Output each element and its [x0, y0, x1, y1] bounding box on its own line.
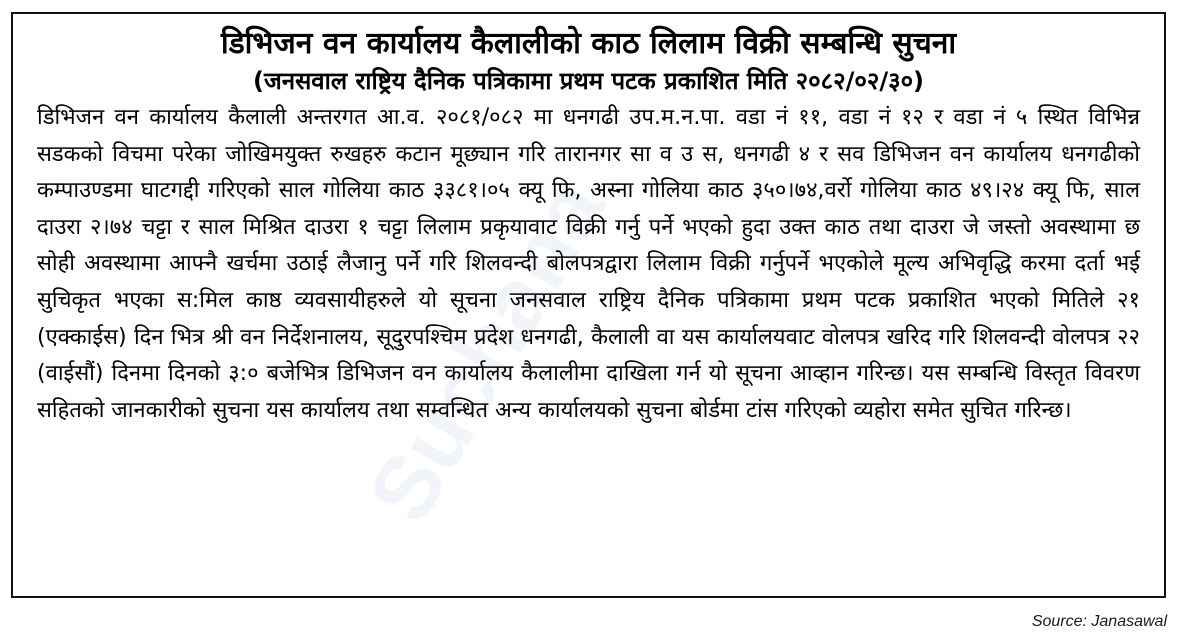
notice-box: [11, 12, 1166, 598]
notice-body: डिभिजन वन कार्यालय कैलाली अन्तरगत आ.व. २०८१/०८२ मा धनगढी उप.म.न.पा. वडा नं ११, वडा नं १२ र वडा नं ५ स्थित विभिन्न सडकको विचमा परेका जोखिमयुक्त रुखहरु कटान मूछ्यान गरि तारानगर सा व उ स, धनगढी ४ र सव डिभिजन वन कार्यालय धनगढीको कम्पाउण्डमा घाटगद्दी गरिएको साल गोलिया काठ ३३८१।०५ क्यू फि, अस्ना गोलिया काठ ३५०।७४,वर्रो गोलिया काठ ४९।२४ क्यू फि, साल दाउरा २।७४ चट्टा र साल मिश्रित दाउरा १ चट्टा लिलाम प्रकृयावाट विक्री गर्नु पर्ने भएको हुदा उक्त काठ तथा दाउरा जे जस्तो अवस्थामा छ सोही अवस्थामा आफ्नै खर्चमा उठाई लैजानु पर्ने गरि शिलवन्दी बोलपत्रद्वारा लिलाम विक्री गर्नुपर्ने भएकोले मूल्य अभिवृद्धि करमा दर्ता भई सुचिकृत भएका स:मिल काष्ठ व्यवसायीहरुले यो सूचना जनसवाल राष्ट्रिय दैनिक पत्रिकामा प्रथम पटक प्रकाशित भएको मितिले २१ (एक्काईस) दिन भित्र श्री वन निर्देशनालय, सूदुरपश्चिम प्रदेश धनगढी, कैलाली वा यस कार्यालयवाट वोलपत्र खरिद गरि शिलवन्दी वोलपत्र २२ (वाईसौं) दिनमा दिनको ३:० बजेभित्र डिभिजन वन कार्यालय कैलालीमा दाखिला गर्न यो सूचना आव्हान गरिन्छ। यस सम्बन्धि विस्तृत विवरण सहितको जानकारीको सुचना यस कार्यालय तथा सम्वन्धित अन्य कार्यालयको सुचना बोर्डमा टांस गरिएको व्यहोरा समेत सुचित गरिन्छ।: [37, 105, 1140, 423]
notice-subtitle: (जनसवाल राष्ट्रिय दैनिक पत्रिकामा प्रथम पटक प्रकाशित मिति २०८२/०२/३०): [252, 67, 925, 95]
source-credit: Source: Janasawal: [1031, 613, 1167, 630]
notice-title: डिभिजन वन कार्यालय कैलालीको काठ लिलाम विक्री सम्बन्धि सुचना: [220, 26, 957, 61]
watermark: Suchana: [350, 163, 625, 539]
